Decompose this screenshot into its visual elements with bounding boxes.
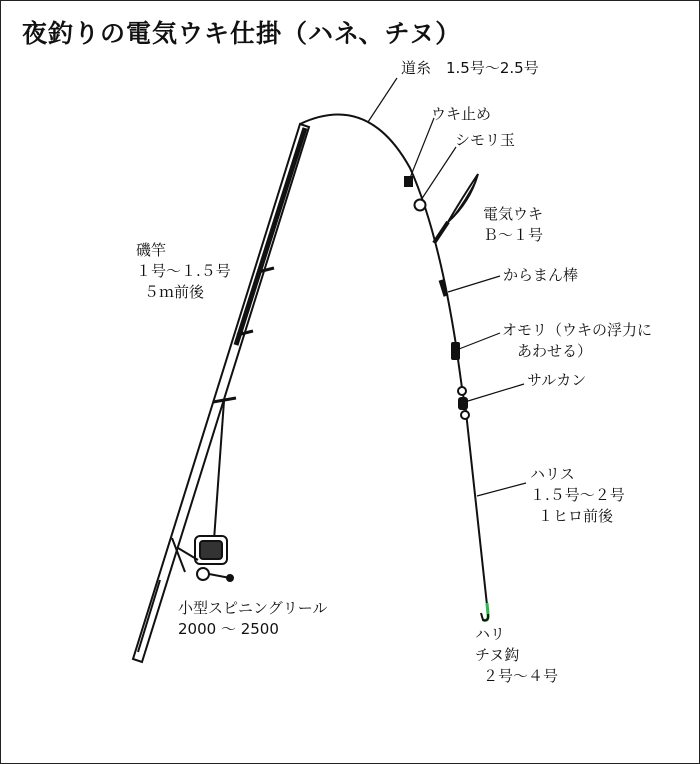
diagram-title: 夜釣りの電気ウキ仕掛（ハネ、チヌ）: [22, 19, 462, 48]
shimori-bead: [415, 200, 426, 211]
label-hook-size: ２号～４号: [483, 667, 559, 685]
sinker: [451, 342, 460, 360]
label-electric-float: [483, 204, 543, 246]
label-reel-name: 小型スピニングリール: [178, 599, 328, 617]
label-sinker-line1: オモリ（ウキの浮力に: [502, 321, 653, 339]
electric-float: [434, 174, 478, 243]
label-shimori-bead: シモリ玉: [455, 131, 516, 149]
label-main-line: 道糸 1.5号～2.5号: [401, 59, 539, 77]
label-swivel: サルカン: [527, 371, 587, 389]
label-leader-name: ハリス: [530, 465, 575, 483]
label-karaman-bar: からまん棒: [503, 266, 579, 284]
label-hook-name: ハリ: [475, 625, 506, 643]
label-sinker: [502, 320, 652, 362]
label-electric-float-size: Ｂ～１号: [483, 226, 544, 244]
label-sinker-line2: あわせる）: [517, 342, 593, 360]
label-hook-type: チヌ鈎: [475, 646, 520, 664]
label-rod-name: 磯竿: [136, 241, 167, 259]
hook: [481, 603, 488, 620]
uki-stop-knot: [404, 176, 413, 187]
label-leader-length: １ヒロ前後: [538, 507, 614, 525]
label-rod-size: １号～１.５号: [136, 262, 231, 280]
label-uki-stop: ウキ止め: [431, 105, 492, 123]
spinning-reel: [172, 401, 233, 581]
fishing-rod: [133, 124, 309, 662]
label-leader-size: １.５号～２号: [530, 486, 625, 504]
label-hook: [475, 624, 558, 687]
label-rod-length: ５ｍ前後: [144, 283, 205, 301]
label-reel: [178, 598, 327, 640]
label-electric-float-name: 電気ウキ: [483, 205, 544, 223]
swivel: [458, 387, 469, 419]
label-leader: [530, 464, 625, 527]
label-reel-size: 2000 ～ 2500: [178, 620, 279, 638]
label-rod: [136, 240, 231, 303]
